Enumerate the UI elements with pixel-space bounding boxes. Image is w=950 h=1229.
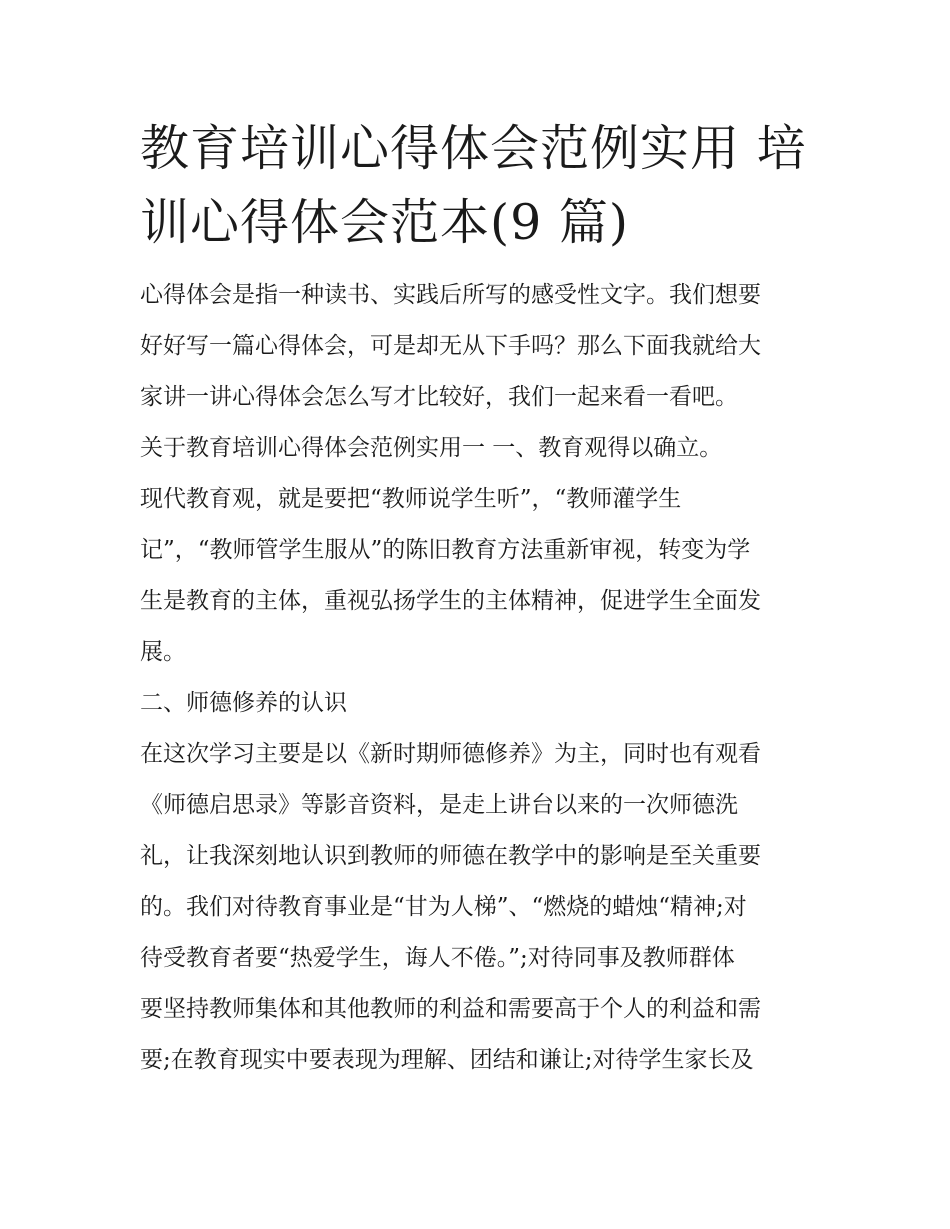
text-line: 关于教育培训心得体会范例实用一 一、教育观得以确立。	[140, 435, 723, 461]
section-heading: 二、师德修养的认识	[140, 690, 347, 716]
text-line: 家讲一讲心得体会怎么写才比较好，我们一起来看一看吧。	[140, 384, 738, 410]
text-line: 要坚持教师集体和其他教师的利益和需要高于个人的利益和需	[140, 996, 761, 1022]
text-line: 记”，“教师管学生服从”的陈旧教育方法重新审视，转变为学	[140, 537, 751, 563]
text-line: 礼，让我深刻地认识到教师的师德在教学中的影响是至关重要	[140, 843, 761, 869]
text-line: 展。	[140, 639, 186, 665]
document-title	[140, 112, 815, 260]
title-line: 训心得体会范本(9 篇)	[140, 194, 629, 251]
text-line: 《师德启思录》等影音资料，是走上讲台以来的一次师德洗	[140, 792, 738, 818]
text-line: 心得体会是指一种读书、实践后所写的感受性文字。我们想要	[140, 282, 761, 308]
text-line: 待受教育者要“热爱学生，诲人不倦。”;对待同事及教师群体	[140, 945, 735, 971]
document-page	[140, 112, 815, 1086]
text-line: 好好写一篇心得体会，可是却无从下手吗？那么下面我就给大	[140, 333, 761, 359]
text-line: 生是教育的主体，重视弘扬学生的主体精神，促进学生全面发	[140, 588, 761, 614]
text-line: 的。我们对待教育事业是“甘为人梯”、“燃烧的蜡烛“精神;对	[140, 894, 747, 920]
document-body	[140, 270, 815, 1086]
title-line: 教育培训心得体会范例实用 培	[140, 120, 807, 177]
text-line: 要;在教育现实中要表现为理解、团结和谦让;对待学生家长及	[140, 1047, 754, 1073]
text-line: 现代教育观，就是要把“教师说学生听”，“教师灌学生	[140, 486, 682, 512]
text-line: 在这次学习主要是以《新时期师德修养》为主，同时也有观看	[140, 741, 761, 767]
